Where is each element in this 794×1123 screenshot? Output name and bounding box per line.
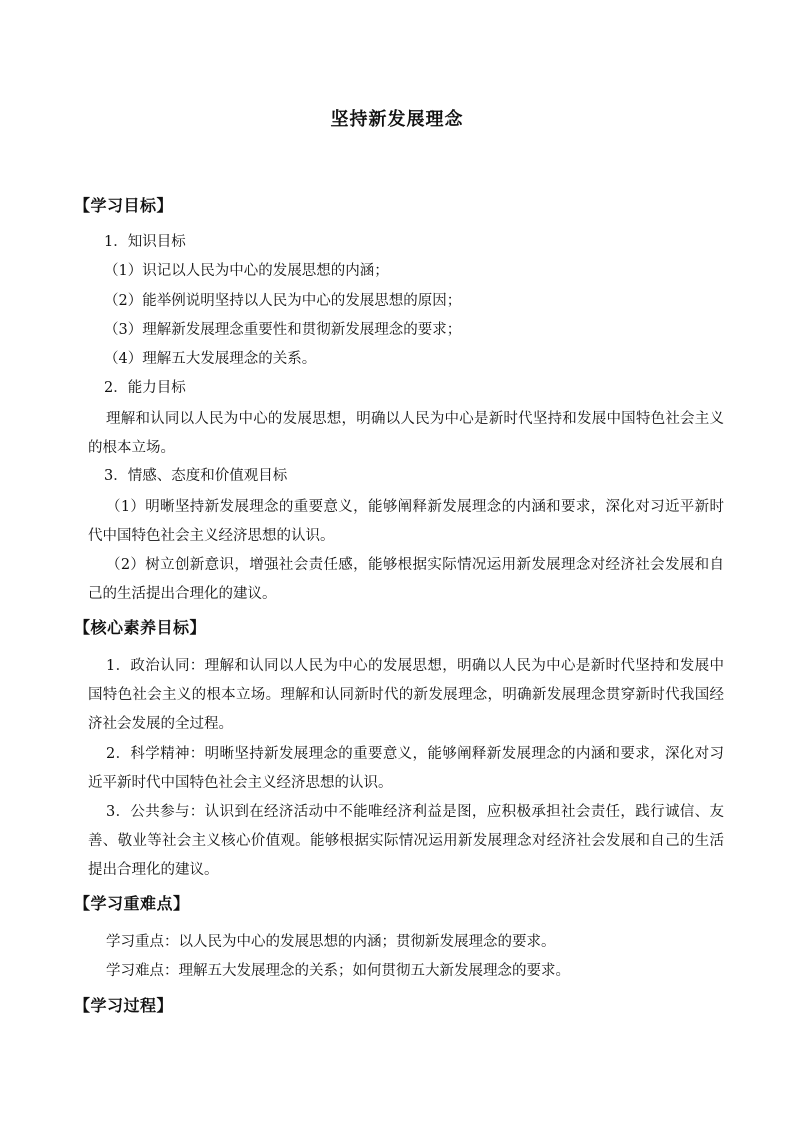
- key-point-item: 学习重点：以人民为中心的发展思想的内涵；贯彻新发展理念的要求。: [106, 934, 556, 950]
- key-point-item: 学习难点：理解五大发展理念的关系；如何贯彻五大新发展理念的要求。: [106, 963, 570, 979]
- emotion-goal-item: （2）树立创新意识，增强社会责任感，能够根据实际情况运用新发展理念对经济社会发展和自己的生活提出合理化的建议。: [88, 557, 724, 602]
- ability-goals-text: 理解和认同以人民为中心的发展思想，明确以人民为中心是新时代坚持和发展中国特色社会主义的根本立场。: [88, 411, 724, 456]
- core-literacy-item: 2．科学精神：明晰坚持新发展理念的重要意义，能够阐释新发展理念的内涵和要求，深化对习近平新时代中国特色社会主义经济思想的认识。: [88, 746, 724, 791]
- knowledge-item: （2）能举例说明坚持以人民为中心的发展思想的原因；: [104, 293, 462, 309]
- knowledge-item: （4）理解五大发展理念的关系。: [104, 351, 317, 367]
- ability-goals-heading: 2．能力目标: [104, 380, 186, 396]
- section-heading-process: 【学习过程】: [74, 996, 174, 1015]
- emotion-goals-heading: 3．情感、态度和价值观目标: [104, 468, 288, 484]
- knowledge-goals-heading: 1．知识目标: [104, 234, 186, 250]
- core-literacy-item: 3．公共参与：认识到在经济活动中不能唯经济利益是图，应积极承担社会责任，践行诚信、友善、敬业等社会主义核心价值观。能够根据实际情况运用新发展理念对经济社会发展和自己的生活提出合理化的建议。: [88, 804, 724, 878]
- document-title: 坚持新发展理念: [330, 109, 464, 130]
- section-heading-learning-goals: 【学习目标】: [74, 196, 174, 215]
- section-heading-core-literacy: 【核心素养目标】: [74, 618, 207, 637]
- knowledge-item: （3）理解新发展理念重要性和贯彻新发展理念的要求；: [104, 322, 462, 338]
- emotion-goal-item: （1）明晰坚持新发展理念的重要意义，能够阐释新发展理念的内涵和要求，深化对习近平新时代中国特色社会主义经济思想的认识。: [88, 499, 724, 544]
- core-literacy-item: 1．政治认同：理解和认同以人民为中心的发展思想，明确以人民为中心是新时代坚持和发展中国特色社会主义的根本立场。理解和认同新时代的新发展理念，明确新发展理念贯穿新时代我国经济社会发展的全过程。: [88, 658, 724, 732]
- section-heading-key-points: 【学习重难点】: [74, 894, 190, 913]
- knowledge-item: （1）识记以人民为中心的发展思想的内涵；: [104, 263, 389, 279]
